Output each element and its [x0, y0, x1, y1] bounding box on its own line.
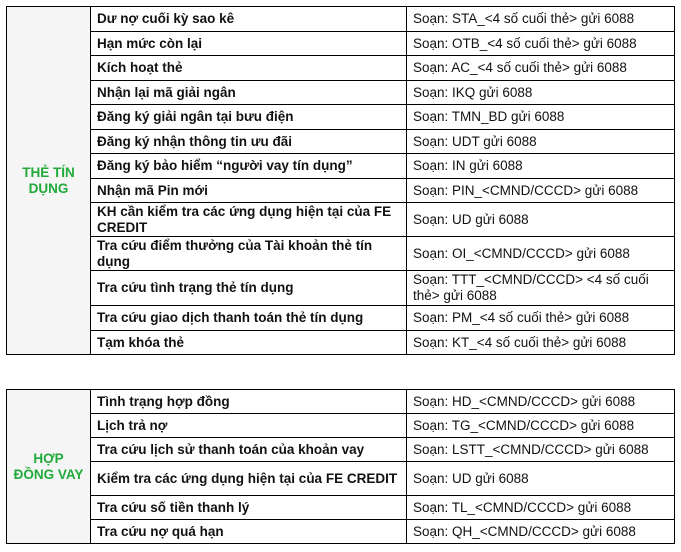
table-row	[7, 56, 675, 81]
service-description: Tra cứu số tiền thanh lý	[91, 496, 407, 520]
table-row	[7, 331, 675, 355]
sms-command: Soạn: TMN_BD gửi 6088	[407, 105, 675, 130]
sms-command: Soạn: TG_<CMND/CCCD> gửi 6088	[407, 414, 675, 438]
sms-command: Soạn: IN gửi 6088	[407, 154, 675, 179]
service-description: Tra cứu nợ quá hạn	[91, 520, 407, 544]
table-row	[7, 271, 675, 306]
sms-command: Soạn: IKQ gửi 6088	[407, 81, 675, 105]
sms-command: Soạn: QH_<CMND/CCCD> gửi 6088	[407, 520, 675, 544]
credit-card-sms-table	[6, 6, 675, 355]
table-row	[7, 237, 675, 271]
table-row	[7, 306, 675, 331]
service-description: Tạm khóa thẻ	[91, 331, 407, 355]
table-row	[7, 81, 675, 105]
service-description: Đăng ký bảo hiểm “người vay tín dụng”	[91, 154, 407, 179]
sms-command: Soạn: TTT_<CMND/CCCD> <4 số cuối thẻ> gửi 6088	[407, 271, 675, 306]
service-description: Kích hoạt thẻ	[91, 56, 407, 81]
service-description: Lịch trả nợ	[91, 414, 407, 438]
service-description: Tình trạng hợp đồng	[91, 390, 407, 414]
category-label: THẺ TÍN DỤNG	[7, 7, 91, 355]
sms-command: Soạn: UD gửi 6088	[407, 462, 675, 496]
sms-command: Soạn: OTB_<4 số cuối thẻ> gửi 6088	[407, 32, 675, 56]
loan-contract-sms-table	[6, 389, 675, 544]
table-row	[7, 438, 675, 462]
table-row	[7, 203, 675, 237]
table-row	[7, 130, 675, 154]
table-row	[7, 496, 675, 520]
table-row	[7, 154, 675, 179]
service-description: Nhận lại mã giải ngân	[91, 81, 407, 105]
table-row	[7, 105, 675, 130]
sms-command: Soạn: HD_<CMND/CCCD> gửi 6088	[407, 390, 675, 414]
table-row	[7, 390, 675, 414]
table-row	[7, 32, 675, 56]
table-row	[7, 7, 675, 32]
sms-command: Soạn: STA_<4 số cuối thẻ> gửi 6088	[407, 7, 675, 32]
table-row	[7, 414, 675, 438]
sms-command: Soạn: PIN_<CMND/CCCD> gửi 6088	[407, 179, 675, 203]
service-description: Dư nợ cuối kỳ sao kê	[91, 7, 407, 32]
table-row	[7, 462, 675, 496]
table-row	[7, 179, 675, 203]
sms-command: Soạn: UD gửi 6088	[407, 203, 675, 237]
service-description: Đăng ký nhận thông tin ưu đãi	[91, 130, 407, 154]
service-description: KH cần kiểm tra các ứng dụng hiện tại của FE CREDIT	[91, 203, 407, 237]
service-description: Đăng ký giải ngân tại bưu điện	[91, 105, 407, 130]
service-description: Tra cứu lịch sử thanh toán của khoản vay	[91, 438, 407, 462]
category-label: HỢP ĐỒNG VAY	[7, 390, 91, 544]
service-description: Nhận mã Pin mới	[91, 179, 407, 203]
table-row	[7, 520, 675, 544]
sms-command: Soạn: OI_<CMND/CCCD> gửi 6088	[407, 237, 675, 271]
service-description: Kiểm tra các ứng dụng hiện tại của FE CREDIT	[91, 462, 407, 496]
sms-command: Soạn: TL_<CMND/CCCD> gửi 6088	[407, 496, 675, 520]
service-description: Tra cứu điểm thưởng của Tài khoản thẻ tín dụng	[91, 237, 407, 271]
sms-command: Soạn: PM_<4 số cuối thẻ> gửi 6088	[407, 306, 675, 331]
service-description: Hạn mức còn lại	[91, 32, 407, 56]
sms-command: Soạn: LSTT_<CMND/CCCD> gửi 6088	[407, 438, 675, 462]
sms-command: Soạn: UDT gửi 6088	[407, 130, 675, 154]
service-description: Tra cứu tình trạng thẻ tín dụng	[91, 271, 407, 306]
service-description: Tra cứu giao dịch thanh toán thẻ tín dụng	[91, 306, 407, 331]
sms-command: Soạn: KT_<4 số cuối thẻ> gửi 6088	[407, 331, 675, 355]
sms-command: Soạn: AC_<4 số cuối thẻ> gửi 6088	[407, 56, 675, 81]
